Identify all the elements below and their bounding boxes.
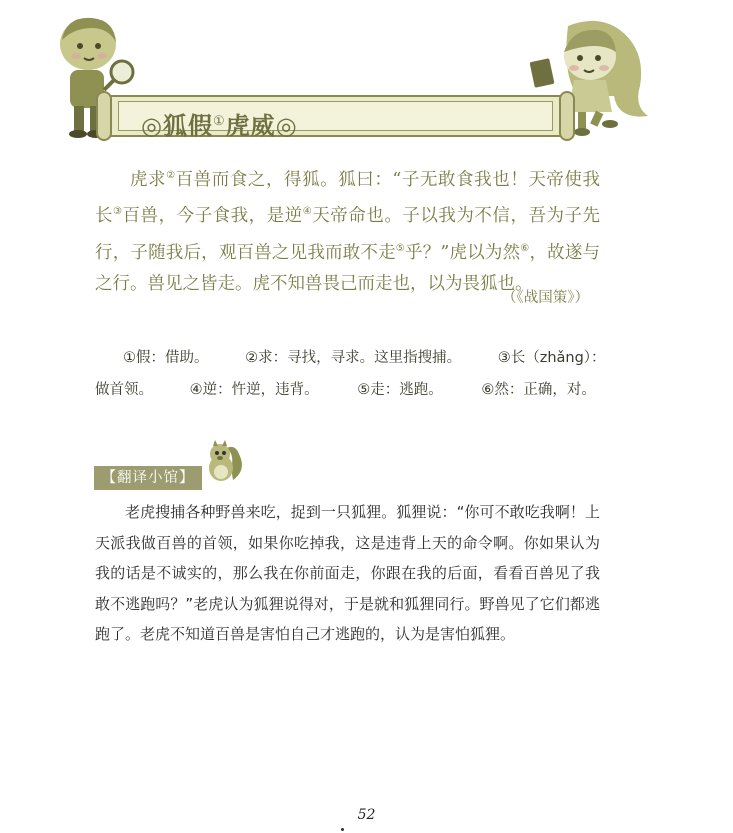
note-6: ⑥然：正确，对。 xyxy=(481,382,596,398)
footnote-mark: ⑤ xyxy=(395,242,405,254)
classical-segment: 天帝命也。子以我为不信，吾为子先行，子随我后，观百兽之见我而敢不走 xyxy=(95,206,601,263)
classical-segment: 百兽而食之，得狐。狐曰：“子无敢食我也！天帝使我长 xyxy=(95,169,600,227)
translation-paragraph: 老虎搜捕各种野兽来吃，捉到一只狐狸。狐狸说：“你可不敢吃我啊！上天派我做百兽的首领，如果你吃掉我，这是违背上天的命令啊。你如果认为我的话是不诚实的，那么我在你前面走，你跟在我的后面，看看百兽见了我敢不逃跑吗？”老虎认为狐狸说得对，于是就和狐狸同行。野兽见了它们都逃跑了。老虎不知道百兽是害怕自己才逃跑的，认为是害怕狐狸。 xyxy=(95,503,600,643)
classical-segment: ，故遂与之行。兽见之皆走。虎不知兽畏己而走也，以为畏狐也。 xyxy=(95,242,601,294)
translation-text xyxy=(95,497,600,650)
footnote-mark: ⑥ xyxy=(520,242,530,254)
footnotes xyxy=(95,342,605,406)
classical-paragraph xyxy=(95,160,600,300)
footnote-mark: ④ xyxy=(302,206,313,218)
classical-segment: 乎？”虎以为然 xyxy=(404,242,521,263)
note-2: ②求：寻找，寻求。这里指搜捕。 xyxy=(245,350,462,366)
title-suffix: 虎威◎ xyxy=(225,111,298,140)
scroll-roll-left xyxy=(96,91,112,141)
page-dot xyxy=(341,828,344,831)
source-citation: （《战国策》） xyxy=(502,290,589,306)
note-3-cont: 做首领。 xyxy=(95,382,153,398)
title-prefix: ◎狐假 xyxy=(141,111,213,140)
classical-segment: 百兽，今子食我，是逆 xyxy=(122,206,303,227)
note-1: ①假：借助。 xyxy=(123,350,209,366)
footnotes-line-1 xyxy=(95,342,605,374)
page-title xyxy=(141,106,298,141)
footnote-mark: ③ xyxy=(113,206,123,218)
title-footnote-mark: ① xyxy=(212,114,226,129)
classical-segment: 虎求 xyxy=(130,169,167,190)
footnotes-line-2 xyxy=(95,374,605,406)
title-banner xyxy=(108,95,563,140)
classical-text xyxy=(95,160,600,300)
squirrel-icon xyxy=(205,440,245,484)
translation-label: 【翻译小馆】 xyxy=(94,466,202,490)
banner-inner xyxy=(118,101,553,140)
scroll-roll-right xyxy=(559,91,575,141)
note-4: ④逆：忤逆，违背。 xyxy=(189,382,319,398)
note-5: ⑤走：逃跑。 xyxy=(357,382,443,398)
page-number: 52 xyxy=(357,807,376,823)
footnote-mark: ② xyxy=(166,170,176,181)
note-3: ③长（zhǎng）： xyxy=(497,350,606,366)
